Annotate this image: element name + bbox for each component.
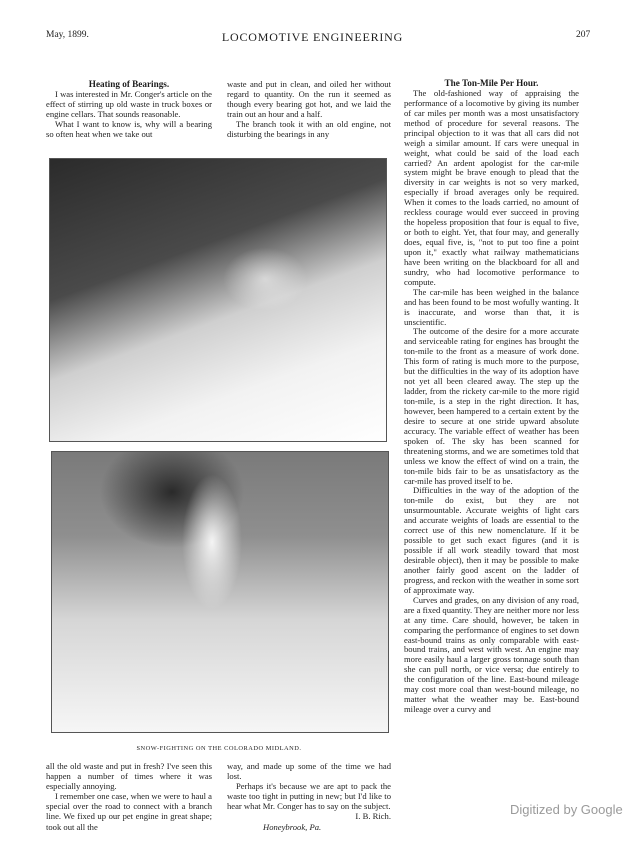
- journal-title: LOCOMOTIVE ENGINEERING: [221, 30, 404, 44]
- author-signature: I. B. Rich.: [355, 811, 391, 822]
- paragraph: waste and put in clean, and oiled her without regard to quantity. On the run it seemed as though every bearing got hot, and we laid the train out an hour and a half.: [227, 79, 391, 120]
- paragraph: The outcome of the desire for a more accurate and serviceable rating for engines has brought the ton-mile to the front as a measure of work done. This form of rating is much more to the purpose, but the difficulties in the way of its adoption have not yet all been cleared away. The step up the ladder, from the rickety car-mile to the more rigid ton-mile, is a step in the right direction. It has, however, been hampered to a certain extent by the desire to secure at one stride upward absolute accuracy. The variable effect of weather has been spoken of. The sky has been scanned for threatening storms, and we are sometimes told that unless we know the effect of wind on a train, the ton-mile bids fair to be as unsatisfactory as the car-mile has proved itself to be.: [404, 326, 579, 486]
- issue-date: May, 1899.: [46, 30, 89, 40]
- figure-caption: SNOW-FIGHTING ON THE COLORADO MIDLAND.: [136, 745, 302, 752]
- bearings-col2-top: [227, 79, 391, 140]
- snow-plow-photo: [49, 158, 387, 442]
- bearings-heading: Heating of Bearings.: [88, 79, 170, 89]
- bearings-col1-bottom: [46, 761, 212, 832]
- tonmile-column: [404, 79, 579, 715]
- paragraph: all the old waste and put in fresh? I've seen this happen a number of times where it was especially annoying.: [46, 761, 212, 792]
- paragraph: Curves and grades, on any division of any road, are a fixed quantity. They are neither more nor less at any time. Care should, however, be taken in comparing the performance of engines to set down east-bound trains as only comparable with east-bound trains, and west with west. An engine may more easily haul a larger gross tonnage south than she can pull north, or vice versa; due entirely to the configuration of the line. East-bound mileage may cost more coal than west-bound mileage, no matter what the weather may be. East-bound mileage over a curvy and: [404, 594, 579, 715]
- page-number: 207: [576, 30, 591, 40]
- paragraph: way, and made up some of the time we had lost.: [227, 761, 391, 782]
- paragraph: The car-mile has been weighed in the balance and has been found to be most wofully wanting. It is inaccurate, and worse than that, it is unscientific.: [404, 286, 579, 327]
- digitization-watermark: Digitized by Google: [510, 802, 623, 817]
- paragraph: Perhaps it's because we are apt to pack the waste too tight in putting in new; but I'd like to hear what Mr. Conger has to say on the subject.: [227, 781, 391, 812]
- bearings-col1-top: [46, 79, 212, 140]
- paragraph: The branch took it with an old engine, not disturbing the bearings in any: [227, 119, 391, 140]
- tonmile-heading: The Ton-Mile Per Hour.: [444, 78, 539, 88]
- paragraph: Difficulties in the way of the adoption of the ton-mile do exist, but they are not unsurmountable. Accurate weights of light cars and accurate weights of loads are essential to the correct use of this new nomenclature. If it be possible to get such exact figures (and it is possible if all work steadily toward that most desirable object), then it may be possible to make another fairly good ascent on the ladder of progress, and reckon with the weather in some sort of approximate way.: [404, 485, 579, 595]
- paragraph: The old-fashioned way of appraising the performance of a locomotive by giving its number of car miles per month was a most unsatisfactory method of procedure for several reasons. The principal objection to it was that all cars did not weigh a similar amount. If cars were unequal in weight, what could be said of the load each carried? An ardent apologist for the car-mile system might be brave enough to plead that the diversity in car weights is not so very marked, especially if broad averages only be required. When it comes to the loads carried, no amount of reckless courage would ever succeed in proving the hopeless proposition that four is equal to five, or both to eight. Yet, that four may, and generally does, equal five, is, "not to put too fine a point upon it," exactly what railway mathematicians have been writing on the blackboard for all and sundry, who had locomotive performance to compute.: [404, 87, 579, 287]
- paragraph: I remember one case, when we were to haul a special over the road to connect with a branch line. We fixed up our pet engine in great shape; took out all the: [46, 791, 212, 832]
- bearings-col2-bottom: [227, 761, 391, 832]
- paragraph: I was interested in Mr. Conger's article on the effect of stirring up old waste in truck boxes or engine cellars. That sounds reasonable.: [46, 89, 212, 120]
- author-location: Honeybrook, Pa.: [263, 821, 322, 832]
- snow-plow-train-photo: [51, 451, 389, 733]
- paragraph: What I want to know is, why will a bearing so often heat when we take out: [46, 119, 212, 140]
